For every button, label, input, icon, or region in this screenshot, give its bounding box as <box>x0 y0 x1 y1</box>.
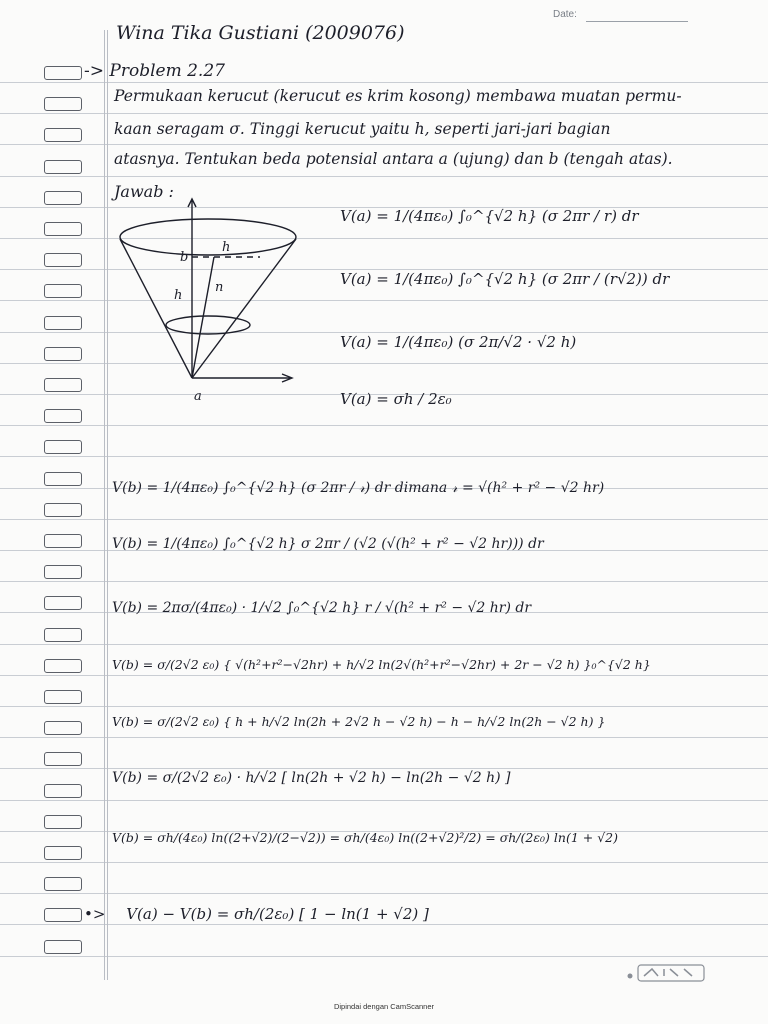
ruled-line <box>0 113 768 114</box>
label-h-top: h <box>222 240 231 255</box>
ruled-line <box>0 581 768 582</box>
margin-box <box>44 846 82 860</box>
label-r: n <box>215 280 224 295</box>
ruled-line <box>0 706 768 707</box>
margin-box <box>44 815 82 829</box>
margin-box <box>44 908 82 922</box>
problem-line-3: atasnya. Tentukan beda potensial antara a (ujung) dan b (tengah atas). <box>114 150 673 168</box>
label-h: h <box>174 288 183 303</box>
margin-box <box>44 596 82 610</box>
margin-box <box>44 66 82 80</box>
margin-box <box>44 503 82 517</box>
ruled-line <box>0 893 768 894</box>
margin-box <box>44 472 82 486</box>
ruled-line <box>0 862 768 863</box>
ruled-line <box>0 644 768 645</box>
margin-box <box>44 347 82 361</box>
margin-box <box>44 659 82 673</box>
margin-line <box>107 30 108 980</box>
ruled-line <box>0 456 768 457</box>
ruled-line <box>0 675 768 676</box>
ruled-line <box>0 519 768 520</box>
equation-vb-6: V(b) = σ/(2√2 ε₀) · h/√2 [ ln(2h + √2 h) − ln(2h − √2 h) ] <box>112 770 511 786</box>
margin-box <box>44 128 82 142</box>
scanner-stamp <box>622 962 710 984</box>
margin-box <box>44 628 82 642</box>
margin-box <box>44 534 82 548</box>
ruled-line <box>0 176 768 177</box>
margin-box <box>44 784 82 798</box>
equation-vb-7: V(b) = σh/(4ε₀) ln((2+√2)/(2−√2)) = σh/(4ε₀) ln((2+√2)²/2) = σh/(2ε₀) ln(1 + √2) <box>112 830 618 845</box>
scanner-footer: Dipindai dengan CamScanner <box>333 1002 435 1011</box>
margin-box <box>44 752 82 766</box>
problem-line-2: kaan seragam σ. Tinggi kerucut yaitu h, seperti jari-jari bagian <box>114 120 611 138</box>
margin-box <box>44 316 82 330</box>
distance-line <box>192 257 214 378</box>
margin-box <box>44 690 82 704</box>
result-bullet: •> <box>84 905 106 923</box>
equation-va-2: V(a) = 1/(4πε₀) ∫₀^{√2 h} (σ 2πr / (r√2)) dr <box>340 270 670 288</box>
final-result <box>84 905 429 923</box>
label-b: b <box>180 250 189 265</box>
date-line <box>586 21 688 22</box>
cone-rim <box>120 219 296 255</box>
margin-box <box>44 191 82 205</box>
margin-box <box>44 222 82 236</box>
cone-diagram <box>110 195 305 410</box>
arrow-bullet: -> <box>84 61 104 81</box>
author-title: Wina Tika Gustiani (2009076) <box>116 22 405 44</box>
answer-label: Jawab : <box>114 182 174 201</box>
ruled-line <box>0 82 768 83</box>
equation-va-4: V(a) = σh / 2ε₀ <box>340 390 452 408</box>
ruled-line <box>0 924 768 925</box>
problem-heading <box>84 61 225 81</box>
cone-right-edge <box>192 239 296 378</box>
equation-va-1: V(a) = 1/(4πε₀) ∫₀^{√2 h} (σ 2πr / r) dr <box>340 207 639 225</box>
margin-box <box>44 877 82 891</box>
ruled-line <box>0 768 768 769</box>
ruled-line <box>0 956 768 957</box>
equation-vb-3: V(b) = 2πσ/(4πε₀) · 1/√2 ∫₀^{√2 h} r / √(h² + r² − √2 hr) dr <box>112 600 532 616</box>
problem-label: Problem 2.27 <box>109 61 225 81</box>
equation-vb-2: V(b) = 1/(4πε₀) ∫₀^{√2 h} σ 2πr / (√2 (√(h² + r² − √2 hr))) dr <box>112 536 544 552</box>
margin-line <box>104 30 105 980</box>
date-label: Date: <box>553 9 577 20</box>
ruled-line <box>0 800 768 801</box>
margin-box <box>44 160 82 174</box>
problem-line-1: Permukaan kerucut (kerucut es krim kosong) membawa muatan permu- <box>114 87 682 105</box>
margin-box <box>44 440 82 454</box>
label-a: a <box>194 389 202 404</box>
equation-va-3: V(a) = 1/(4πε₀) (σ 2π/√2 · √2 h) <box>340 333 577 351</box>
margin-box <box>44 940 82 954</box>
equation-vb-5: V(b) = σ/(2√2 ε₀) { h + h/√2 ln(2h + 2√2 h − √2 h) − h − h/√2 ln(2h − √2 h) } <box>112 714 606 729</box>
margin-box <box>44 97 82 111</box>
ruled-line <box>0 425 768 426</box>
margin-box <box>44 721 82 735</box>
ruled-line <box>0 737 768 738</box>
equation-vb-1: V(b) = 1/(4πε₀) ∫₀^{√2 h} (σ 2πr / 𝓇) dr dimana 𝓇 = √(h² + r² − √2 hr) <box>112 480 605 496</box>
margin-box <box>44 378 82 392</box>
margin-box <box>44 565 82 579</box>
margin-box <box>44 409 82 423</box>
result-expression: V(a) − V(b) = σh/(2ε₀) [ 1 − ln(1 + √2) ] <box>126 905 429 923</box>
margin-box <box>44 253 82 267</box>
equation-vb-4: V(b) = σ/(2√2 ε₀) { √(h²+r²−√2hr) + h/√2 ln(2√(h²+r²−√2hr) + 2r − √2 h) }₀^{√2 h} <box>112 657 651 672</box>
ruled-line <box>0 144 768 145</box>
margin-box <box>44 284 82 298</box>
cone-cross-section <box>166 316 250 334</box>
